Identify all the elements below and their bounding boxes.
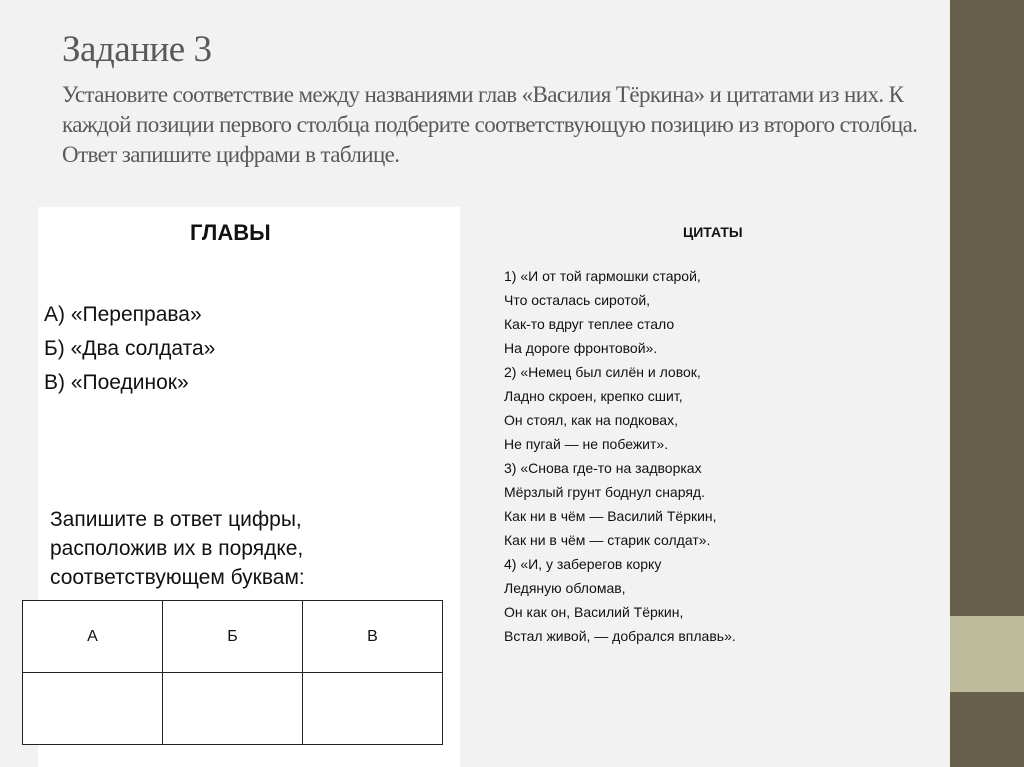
answer-table-header-row — [23, 601, 443, 673]
answer-instruction — [50, 505, 450, 592]
quote-line: Мёрзлый грунт боднул снаряд. — [504, 484, 705, 500]
answer-table — [22, 600, 443, 745]
quote-line: Ледяную обломав, — [504, 580, 626, 596]
sidebar-accent-block — [950, 616, 1024, 692]
quote-line: 3) «Снова где-то на задворках — [504, 460, 702, 476]
chapter-item-v: В) «Поединок» — [44, 371, 189, 394]
answer-header-a: А — [23, 601, 163, 673]
instruction-line: соответствующем буквам: — [50, 566, 305, 589]
slide-title: Задание 3 — [62, 29, 212, 70]
quote-line: Ладно скроен, крепко сшит, — [504, 388, 683, 404]
answer-header-b: Б — [163, 601, 303, 673]
answer-cell-a[interactable] — [23, 673, 163, 745]
quote-line: Встал живой, — добрался вплавь». — [504, 628, 736, 644]
quote-line: Как ни в чём — старик солдат». — [504, 532, 711, 548]
quote-line: Он стоял, как на подковах, — [504, 412, 678, 428]
quotes-heading: ЦИТАТЫ — [683, 224, 743, 240]
slide-subtitle: Установите соответствие между названиями глав «Василия Тёркина» и цитатами из них. К каждой позиции первого столбца подберите соответствующую позицию из второго столбца. Ответ запишите цифрами в таблице. — [62, 82, 918, 167]
instruction-line: Запишите в ответ цифры, — [50, 508, 302, 531]
quote-line: Не пугай — не побежит». — [504, 436, 669, 452]
quote-line: 2) «Немец был силён и ловок, — [504, 364, 701, 380]
quote-line: 4) «И, у заберегов корку — [504, 556, 662, 572]
chapter-item-b: Б) «Два солдата» — [44, 337, 216, 360]
quotes-list — [504, 264, 736, 648]
answer-table-input-row — [23, 673, 443, 745]
quote-line: 1) «И от той гармошки старой, — [504, 268, 701, 284]
chapter-item-a: А) «Переправа» — [44, 303, 202, 326]
answer-cell-b[interactable] — [163, 673, 303, 745]
quote-line: На дороге фронтовой». — [504, 340, 658, 356]
answer-header-v: В — [303, 601, 443, 673]
quote-line: Как ни в чём — Василий Тёркин, — [504, 508, 717, 524]
chapters-heading: ГЛАВЫ — [190, 220, 271, 245]
answer-cell-v[interactable] — [303, 673, 443, 745]
instruction-line: расположив их в порядке, — [50, 537, 304, 560]
quote-line: Он как он, Василий Тёркин, — [504, 604, 684, 620]
quote-line: Как-то вдруг теплее стало — [504, 316, 675, 332]
chapters-list — [44, 298, 215, 400]
quote-line: Что осталась сиротой, — [504, 292, 651, 308]
